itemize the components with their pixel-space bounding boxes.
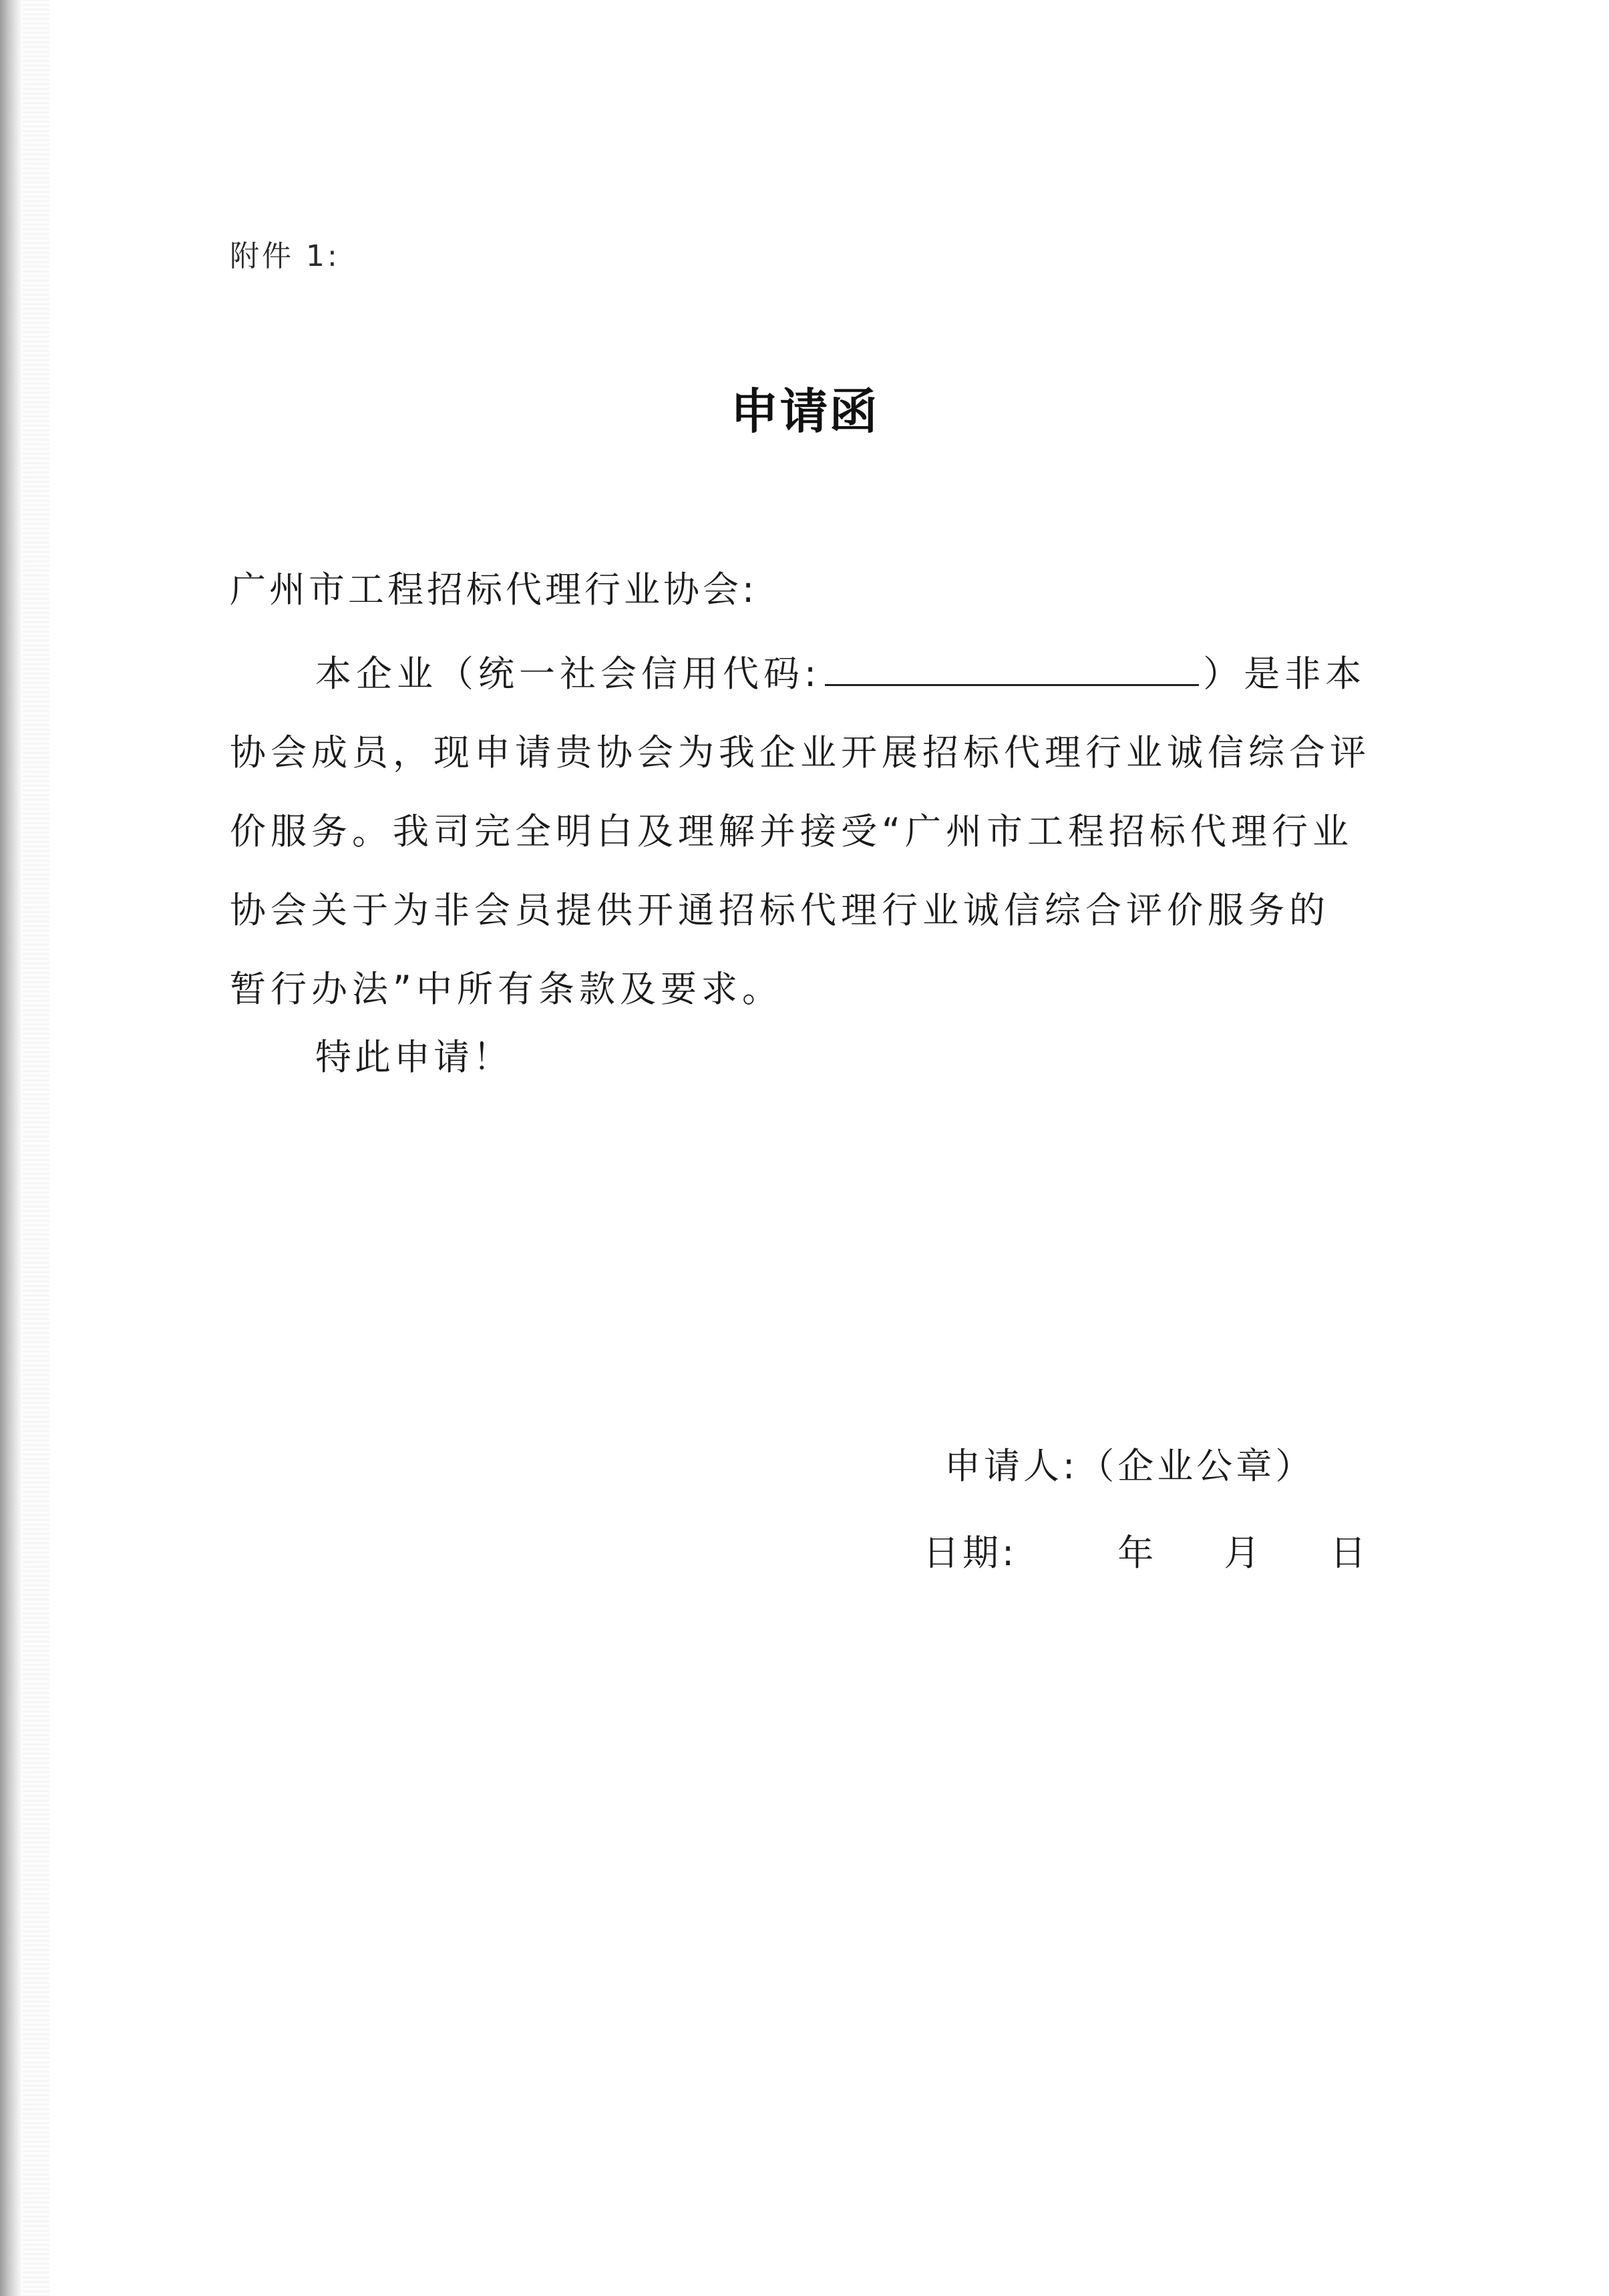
body-line-4: 协会关于为非会员提供开通招标代理行业诚信综合评价服务的 — [230, 889, 1330, 931]
document-title: 申请函 — [730, 383, 879, 440]
date-year: 年 — [1117, 1532, 1157, 1574]
body-line-5: 暂行办法”中所有条款及要求。 — [230, 968, 783, 1010]
closing-statement: 特此申请！ — [315, 1036, 512, 1078]
salutation: 广州市工程招标代理行业协会: — [230, 568, 758, 611]
date-line — [923, 1524, 1369, 1576]
date-day: 日 — [1330, 1532, 1370, 1574]
body-line-3: 价服务。我司完全明白及理解并接受“广州市工程招标代理行业 — [230, 810, 1353, 852]
credit-code-prefix: 本企业（统一社会信用代码: — [315, 653, 822, 695]
credit-code-blank — [825, 651, 1199, 686]
applicant-signature-line: 申请人:（企业公章） — [944, 1445, 1315, 1487]
attachment-label: 附件 1: — [230, 239, 340, 273]
date-month: 月 — [1224, 1532, 1264, 1574]
date-label: 日期: — [923, 1532, 1018, 1574]
body-line-1 — [230, 635, 1379, 713]
application-body — [230, 635, 1379, 1029]
body-line-2: 协会成员，现申请贵协会为我企业开展招标代理行业诚信综合评 — [230, 731, 1371, 774]
credit-code-suffix: ）是非本 — [1203, 653, 1367, 695]
